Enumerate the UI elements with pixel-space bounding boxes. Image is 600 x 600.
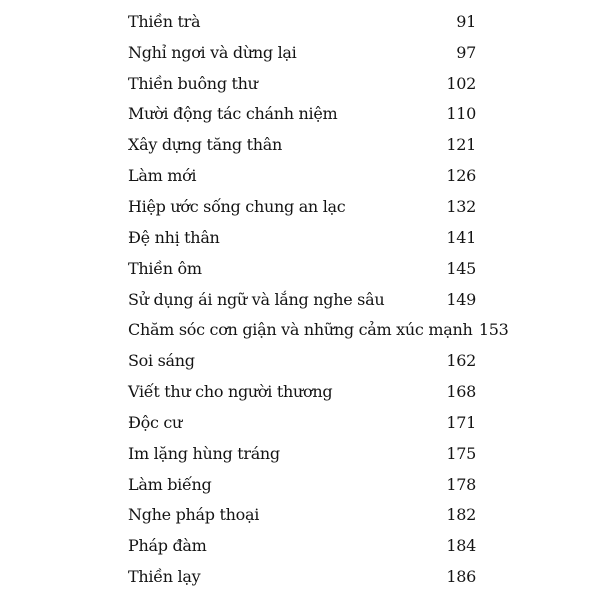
toc-entry-title: Thiền buông thư: [128, 73, 258, 93]
toc-entry-page: 132: [446, 196, 476, 216]
toc-entry-title: Im lặng hùng tráng: [128, 443, 280, 463]
toc-entry-page: 97: [456, 42, 476, 62]
toc-entry-title: Soi sáng: [128, 351, 195, 371]
toc-entry-title: Hiệp ước sống chung an lạc: [128, 196, 346, 216]
toc-entry: [128, 376, 476, 407]
toc-entry-page: 171: [446, 412, 476, 432]
toc-entry-title: Độc cư: [128, 412, 183, 432]
table-of-contents: [128, 6, 509, 592]
toc-entry-page: 110: [446, 104, 476, 124]
toc-entry-page: 121: [446, 135, 476, 155]
toc-entry-page: 186: [446, 567, 476, 587]
toc-entry-page: 102: [446, 73, 476, 93]
toc-entry-title: Xây dựng tăng thân: [128, 135, 283, 155]
toc-entry-title: Mười động tác chánh niệm: [128, 104, 338, 124]
toc-entry: [128, 284, 476, 315]
toc-entry-title: Chăm sóc cơn giận và những cảm xúc mạnh: [128, 320, 473, 340]
toc-entry-title: Viết thư cho người thương: [128, 382, 333, 402]
toc-entry: [128, 68, 476, 99]
toc-entry-page: 162: [446, 351, 476, 371]
toc-entry: [128, 160, 476, 191]
toc-entry-title: Nghe pháp thoại: [128, 505, 260, 525]
toc-entry: [128, 500, 476, 531]
toc-entry-title: Làm biếng: [128, 474, 212, 494]
toc-entry: [128, 438, 476, 469]
toc-entry: [128, 191, 476, 222]
toc-entry: [128, 222, 476, 253]
toc-entry-page: 178: [446, 474, 476, 494]
toc-entry-title: Thiền trà: [128, 11, 201, 31]
toc-entry-title: Pháp đàm: [128, 536, 207, 556]
toc-entry-title: Đệ nhị thân: [128, 227, 220, 247]
toc-entry: [128, 530, 476, 561]
toc-entry: [128, 314, 509, 345]
toc-entry: [128, 407, 476, 438]
toc-entry-page: 91: [456, 11, 476, 31]
toc-entry-page: 126: [446, 166, 476, 186]
toc-entry-page: 175: [446, 443, 476, 463]
toc-entry: [128, 6, 476, 37]
toc-entry: [128, 129, 476, 160]
toc-entry: [128, 561, 476, 592]
toc-entry-page: 168: [446, 382, 476, 402]
toc-entry-title: Thiền lạy: [128, 567, 201, 587]
toc-entry-title: Sử dụng ái ngữ và lắng nghe sâu: [128, 289, 385, 309]
toc-entry: [128, 345, 476, 376]
toc-entry: [128, 469, 476, 500]
toc-entry-page: 149: [446, 289, 476, 309]
toc-entry-page: 145: [446, 258, 476, 278]
toc-entry-page: 184: [446, 536, 476, 556]
toc-entry-title: Nghỉ ngơi và dừng lại: [128, 42, 297, 62]
toc-entry-title: Làm mới: [128, 166, 197, 186]
toc-entry: [128, 37, 476, 68]
toc-entry-page: 153: [478, 320, 509, 340]
toc-entry: [128, 99, 476, 130]
toc-entry-page: 182: [446, 505, 476, 525]
toc-entry-title: Thiền ôm: [128, 258, 202, 278]
toc-entry: [128, 253, 476, 284]
toc-entry-page: 141: [446, 227, 476, 247]
